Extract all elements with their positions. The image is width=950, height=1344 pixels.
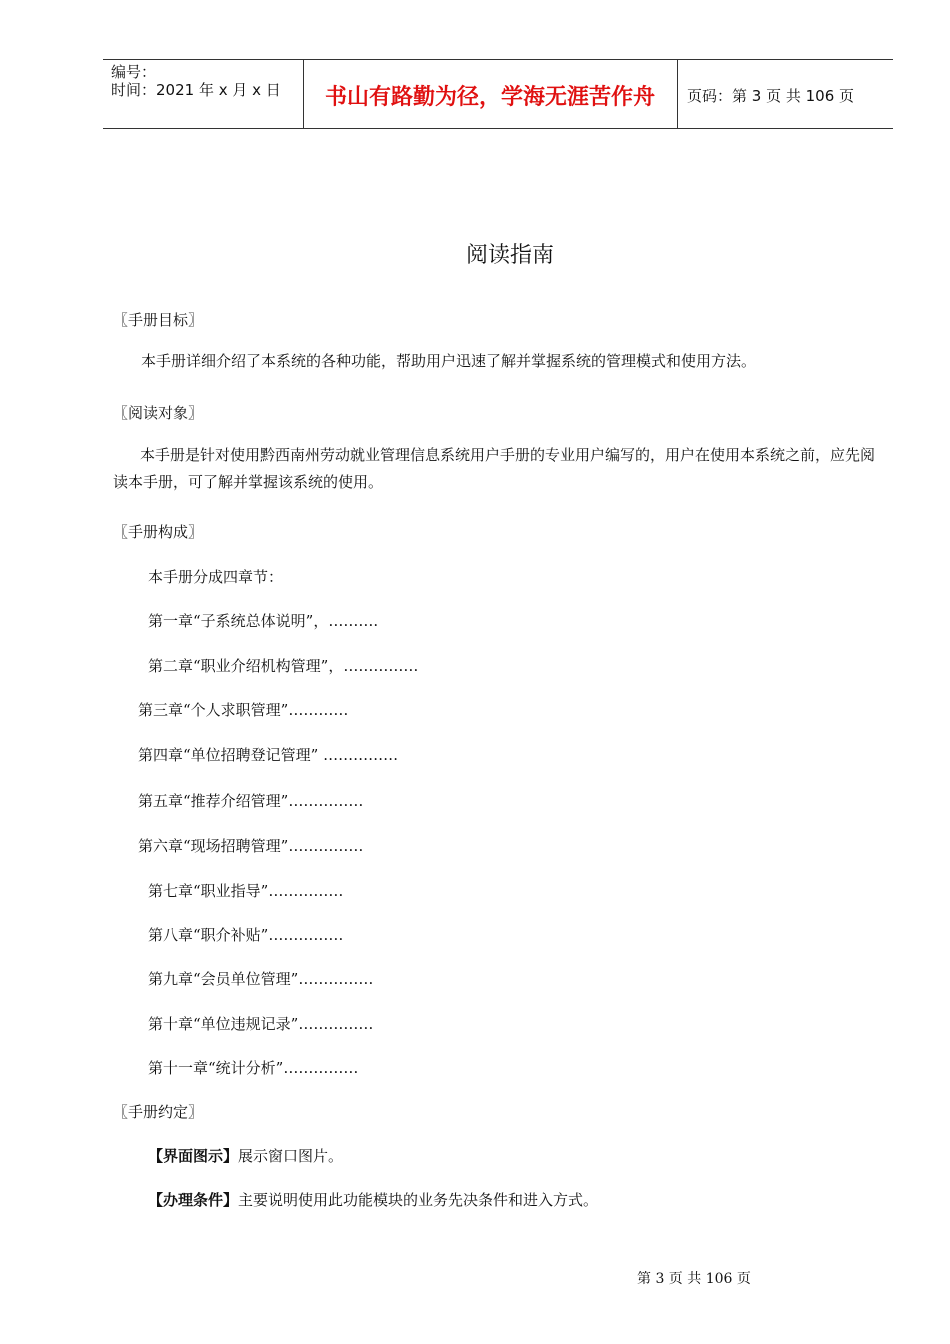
convention-text: 展示窗口图片。 [238,1147,344,1165]
header-number-label: 编号： [111,63,157,81]
convention-item [148,1145,343,1166]
header-motto: 书山有路勤为径，学海无涯苦作舟 [324,85,655,110]
header-divider [677,60,678,128]
chapter-item: 第六章“现场招聘管理”…………… [138,837,364,855]
section-heading-structure: 〖手册构成〗 [113,523,204,541]
section-heading-goal: 〖手册目标〗 [113,311,204,329]
section-text-goal: 本手册详细介绍了本系统的各种功能，帮助用户迅速了解并掌握系统的管理模式和使用方法。 [141,352,757,370]
section-heading-audience: 〖阅读对象〗 [113,404,204,422]
section-heading-conventions: 〖手册约定〗 [113,1103,204,1121]
page-footer: 第 3 页 共 106 页 [637,1271,751,1287]
structure-intro: 本手册分成四章节： [148,568,284,586]
header-time-label: 时间：2021 年 x 月 x 日 [111,81,281,99]
section-text-audience: 本手册是针对使用黔西南州劳动就业管理信息系统用户手册的专业用户编写的，用户在使用本系统之前，应先阅读本手册，可了解并掌握该系统的使用。 [113,446,876,491]
chapter-item: 第一章“子系统总体说明”，………. [148,612,379,630]
chapter-item: 第三章“个人求职管理”………… [138,701,349,719]
header-meta [111,63,281,99]
convention-label: 【办理条件】 [148,1191,239,1209]
chapter-item: 第二章“职业介绍机构管理”，…………… [148,657,419,675]
chapter-item: 第八章“职介补贴”…………… [148,926,344,944]
page-header [103,59,893,129]
chapter-item: 第十一章“统计分析”…………… [148,1059,359,1077]
chapter-item: 第九章“会员单位管理”…………… [148,970,374,988]
convention-label: 【界面图示】 [148,1147,239,1165]
convention-item [148,1189,598,1210]
page-title: 阅读指南 [465,243,554,268]
chapter-item: 第四章“单位招聘登记管理” …………… [138,746,399,764]
chapter-item: 第七章“职业指导”…………… [148,882,344,900]
chapter-item: 第五章“推荐介绍管理”…………… [138,792,364,810]
convention-text: 主要说明使用此功能模块的业务先决条件和进入方式。 [238,1191,599,1209]
chapter-item: 第十章“单位违规记录”…………… [148,1015,374,1033]
header-page-info: 页码：第 3 页 共 106 页 [687,87,855,105]
